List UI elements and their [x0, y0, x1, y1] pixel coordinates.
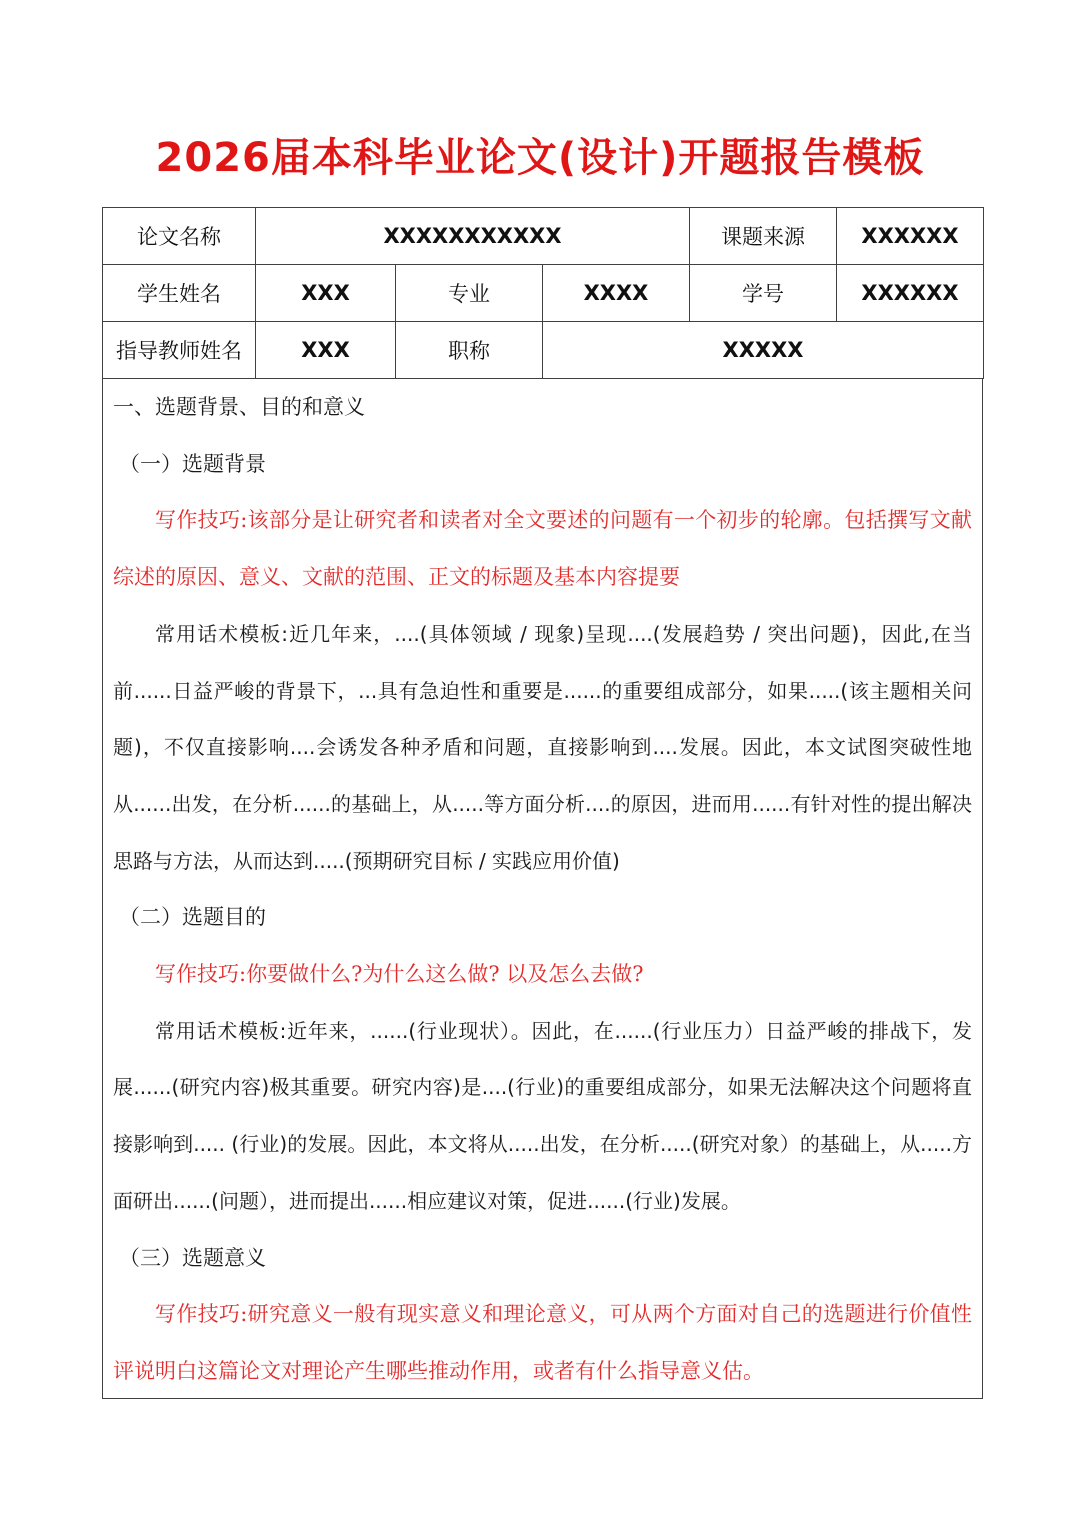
student-id-value: XXXXXX: [837, 265, 984, 322]
info-table: [102, 207, 984, 379]
topic-source-label: 课题来源: [690, 208, 837, 265]
thesis-name-label: 论文名称: [103, 208, 256, 265]
table-row: [103, 322, 984, 379]
background-template: 常用话术模板:近几年来，....(具体领域 / 现象)呈现....(发展趋势 / 突出问题)，因此,在当前......日益严峻的背景下，...具有急迫性和重要是......的重要组成部分，如果.....(该主题相关问题)，不仅直接影响....会诱发各种矛盾和问题，直接影响到....发展。因此，本文试图突破性地从......出发，在分析......的基础上，从.....等方面分析....的原因，进而用......有针对性的提出解决思路与方法，从而达到.....(预期研究目标 / 实践应用价值): [113, 621, 972, 873]
advisor-name-label: 指导教师姓名: [103, 322, 256, 379]
thesis-name-value: XXXXXXXXXXX: [256, 208, 690, 265]
background-heading: （一）选题背景: [119, 451, 266, 476]
content-section: [102, 379, 983, 1399]
advisor-name-value: XXX: [256, 322, 396, 379]
significance-tip: 写作技巧:研究意义一般有现实意义和理论意义，可从两个方面对自己的选题进行价值性评说明白这篇论文对理论产生哪些推动作用，或者有什么指导意义估。: [113, 1302, 972, 1383]
purpose-template: 常用话术模板:近年来，......(行业现状）。因此，在......(行业压力）日益严峻的排战下，发展......(研究内容)极其重要。研究内容)是....(行业)的重要组成部分，如果无法解决这个问题将直接影响到..... (行业)的发展。因此，本文将从.....出发，在分析.....(研究对象）的基础上，从.....方面研出......(问题），进而提出......相应建议对策，促进......(行业)发展。: [113, 1018, 972, 1213]
page-title: 2026届本科毕业论文(设计)开题报告模板: [155, 135, 925, 181]
background-tip: 写作技巧:该部分是让研究者和读者对全文要述的问题有一个初步的轮廓。包括撰写文献综述的原因、意义、文献的范围、正文的标题及基本内容提要: [113, 508, 972, 590]
purpose-tip: 写作技巧:你要做什么?为什么这么做? 以及怎么去做?: [155, 962, 644, 987]
section-heading: 一、选题背景、目的和意义: [113, 395, 365, 419]
purpose-heading: （二）选题目的: [119, 905, 266, 930]
major-label: 专业: [396, 265, 543, 322]
student-name-label: 学生姓名: [103, 265, 256, 322]
major-value: XXXX: [543, 265, 690, 322]
table-row: [103, 265, 984, 322]
title-rank-label: 职称: [396, 322, 543, 379]
title-rank-value: XXXXX: [543, 322, 984, 379]
significance-heading: （三）选题意义: [119, 1245, 266, 1270]
student-id-label: 学号: [690, 265, 837, 322]
table-row: [103, 208, 984, 265]
topic-source-value: XXXXXX: [837, 208, 984, 265]
student-name-value: XXX: [256, 265, 396, 322]
